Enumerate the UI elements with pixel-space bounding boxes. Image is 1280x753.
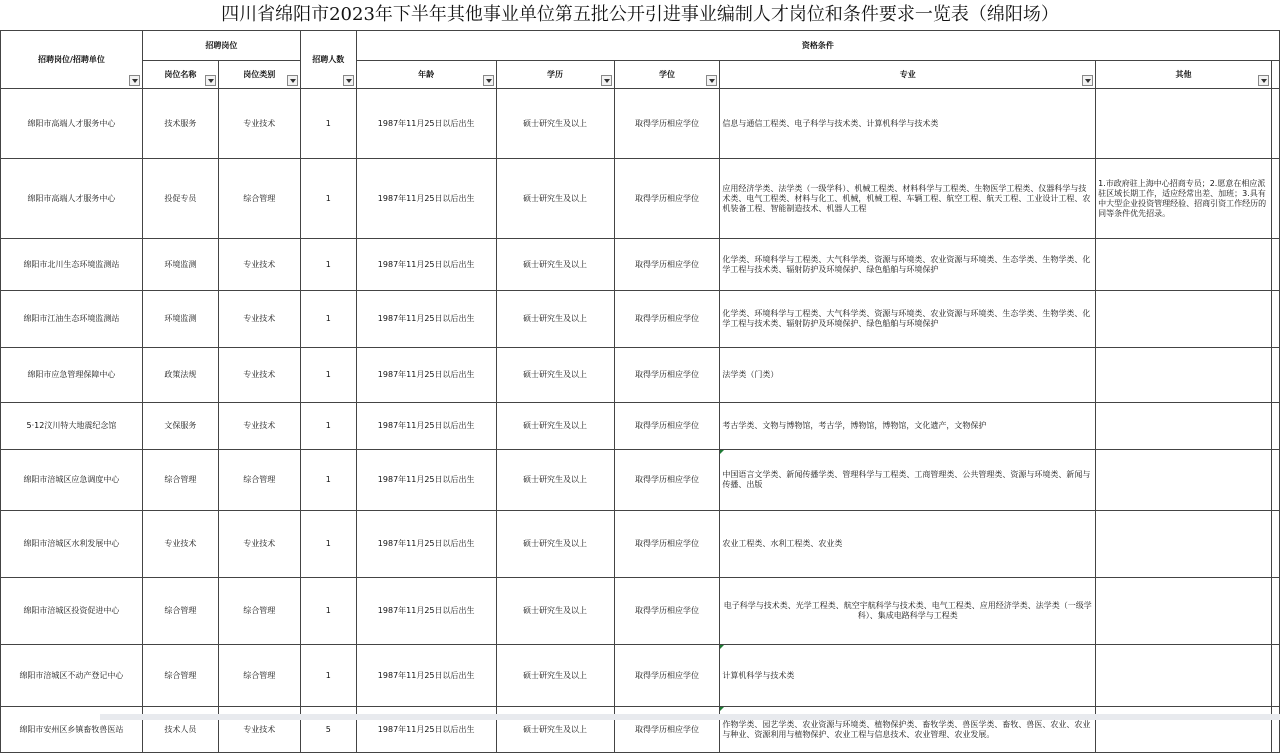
cell-post-name[interactable]: 综合管理 bbox=[142, 450, 218, 511]
cell-other[interactable]: 1.市政府驻上海中心招商专员；2.愿意在相应派驻区域长期工作，适应经常出差、加班；3.具有中大型企业投资管理经验、招商引资工作经历的同等条件优先招录。 bbox=[1096, 159, 1272, 239]
cell-overflow[interactable] bbox=[1271, 645, 1279, 707]
table-row bbox=[1, 89, 1280, 159]
cell-age[interactable]: 1987年11月25日以后出生 bbox=[356, 403, 496, 450]
cell-count[interactable]: 1 bbox=[300, 578, 356, 645]
header-post-name: 岗位名称 bbox=[142, 61, 218, 89]
cell-education[interactable]: 硕士研究生及以上 bbox=[496, 707, 614, 753]
cell-count[interactable]: 1 bbox=[300, 645, 356, 707]
cell-overflow[interactable] bbox=[1271, 348, 1279, 403]
cell-age[interactable]: 1987年11月25日以后出生 bbox=[356, 511, 496, 578]
header-degree: 学位 bbox=[614, 61, 720, 89]
cell-major[interactable]: 信息与通信工程类、电子科学与技术类、计算机科学与技术类 bbox=[720, 89, 1096, 159]
table-row bbox=[1, 578, 1280, 645]
cell-post-name[interactable]: 技术服务 bbox=[142, 89, 218, 159]
cell-post-name[interactable]: 环境监测 bbox=[142, 291, 218, 348]
cell-unit[interactable]: 绵阳市北川生态环境监测站 bbox=[1, 239, 143, 291]
cell-count[interactable]: 1 bbox=[300, 239, 356, 291]
cell-post-type[interactable]: 专业技术 bbox=[218, 89, 300, 159]
cell-count[interactable]: 1 bbox=[300, 348, 356, 403]
cell-degree[interactable]: 取得学历相应学位 bbox=[614, 450, 720, 511]
cell-overflow[interactable] bbox=[1271, 239, 1279, 291]
cell-degree[interactable]: 取得学历相应学位 bbox=[614, 89, 720, 159]
cell-degree[interactable]: 取得学历相应学位 bbox=[614, 645, 720, 707]
horizontal-scrollbar[interactable] bbox=[100, 714, 1280, 720]
cell-education[interactable]: 硕士研究生及以上 bbox=[496, 239, 614, 291]
cell-age[interactable]: 1987年11月25日以后出生 bbox=[356, 159, 496, 239]
header-count: 招聘人数 bbox=[300, 31, 356, 89]
header-other: 其他 bbox=[1096, 61, 1272, 89]
cell-post-name[interactable]: 文保服务 bbox=[142, 403, 218, 450]
cell-education[interactable]: 硕士研究生及以上 bbox=[496, 578, 614, 645]
filter-dropdown-icon[interactable] bbox=[601, 75, 612, 86]
sheet-title: 四川省绵阳市2023年下半年其他事业单位第五批公开引进事业编制人才岗位和条件要求一览表（绵阳场） bbox=[221, 4, 1059, 25]
cell-unit[interactable]: 绵阳市安州区乡镇畜牧兽医站 bbox=[1, 707, 143, 753]
cell-overflow[interactable] bbox=[1271, 578, 1279, 645]
cell-degree[interactable]: 取得学历相应学位 bbox=[614, 239, 720, 291]
cell-post-type[interactable]: 专业技术 bbox=[218, 403, 300, 450]
cell-unit[interactable]: 绵阳市高端人才服务中心 bbox=[1, 159, 143, 239]
cell-unit[interactable]: 绵阳市应急管理保障中心 bbox=[1, 348, 143, 403]
filter-dropdown-icon[interactable] bbox=[129, 75, 140, 86]
comment-marker-icon bbox=[720, 450, 724, 454]
cell-count[interactable]: 5 bbox=[300, 707, 356, 753]
cell-count[interactable]: 1 bbox=[300, 511, 356, 578]
cell-post-name[interactable]: 综合管理 bbox=[142, 578, 218, 645]
cell-major[interactable]: 中国语言文学类、新闻传播学类、管理科学与工程类、工商管理类、公共管理类、资源与环境类、新闻与传播、出版 bbox=[720, 450, 1096, 511]
table-row bbox=[1, 348, 1280, 403]
cell-post-name[interactable]: 综合管理 bbox=[142, 645, 218, 707]
cell-degree[interactable]: 取得学历相应学位 bbox=[614, 159, 720, 239]
cell-education[interactable]: 硕士研究生及以上 bbox=[496, 450, 614, 511]
cell-education[interactable]: 硕士研究生及以上 bbox=[496, 511, 614, 578]
cell-other[interactable] bbox=[1096, 403, 1272, 450]
filter-dropdown-icon[interactable] bbox=[287, 75, 298, 86]
cell-major[interactable]: 应用经济学类、法学类（一级学科）、机械工程类、材料科学与工程类、生物医学工程类、仪器科学与技术类、电气工程类、材料与化工、机械，机械工程、车辆工程、航空工程、航天工程、工业设计工程、农机装备工程、智能制造技术、机器人工程 bbox=[720, 159, 1096, 239]
comment-marker-icon bbox=[720, 645, 724, 649]
cell-other[interactable] bbox=[1096, 239, 1272, 291]
cell-age[interactable]: 1987年11月25日以后出生 bbox=[356, 239, 496, 291]
cell-education[interactable]: 硕士研究生及以上 bbox=[496, 403, 614, 450]
cell-post-name[interactable]: 投促专员 bbox=[142, 159, 218, 239]
cell-overflow[interactable] bbox=[1271, 291, 1279, 348]
table-row bbox=[1, 159, 1280, 239]
cell-education[interactable]: 硕士研究生及以上 bbox=[496, 645, 614, 707]
cell-unit[interactable]: 绵阳市涪城区不动产登记中心 bbox=[1, 645, 143, 707]
table-row bbox=[1, 291, 1280, 348]
cell-count[interactable]: 1 bbox=[300, 403, 356, 450]
cell-post-type[interactable]: 专业技术 bbox=[218, 707, 300, 753]
cell-degree[interactable]: 取得学历相应学位 bbox=[614, 578, 720, 645]
cell-post-type[interactable]: 专业技术 bbox=[218, 348, 300, 403]
cell-post-type[interactable]: 综合管理 bbox=[218, 645, 300, 707]
cell-other[interactable] bbox=[1096, 511, 1272, 578]
cell-other[interactable] bbox=[1096, 578, 1272, 645]
header-unit: 招聘岗位/招聘单位 bbox=[1, 31, 143, 89]
cell-age[interactable]: 1987年11月25日以后出生 bbox=[356, 707, 496, 753]
cell-overflow[interactable] bbox=[1271, 450, 1279, 511]
cell-unit[interactable]: 绵阳市涪城区投资促进中心 bbox=[1, 578, 143, 645]
cell-degree[interactable]: 取得学历相应学位 bbox=[614, 707, 720, 753]
cell-age[interactable]: 1987年11月25日以后出生 bbox=[356, 578, 496, 645]
cell-unit[interactable]: 绵阳市涪城区水利发展中心 bbox=[1, 511, 143, 578]
cell-education[interactable]: 硕士研究生及以上 bbox=[496, 348, 614, 403]
table-row bbox=[1, 511, 1280, 578]
cell-count[interactable]: 1 bbox=[300, 291, 356, 348]
cell-education[interactable]: 硕士研究生及以上 bbox=[496, 89, 614, 159]
cell-age[interactable]: 1987年11月25日以后出生 bbox=[356, 348, 496, 403]
cell-unit[interactable]: 绵阳市高端人才服务中心 bbox=[1, 89, 143, 159]
cell-post-type[interactable]: 综合管理 bbox=[218, 450, 300, 511]
cell-degree[interactable]: 取得学历相应学位 bbox=[614, 511, 720, 578]
filter-dropdown-icon[interactable] bbox=[1082, 75, 1093, 86]
cell-post-type[interactable]: 综合管理 bbox=[218, 159, 300, 239]
cell-education[interactable]: 硕士研究生及以上 bbox=[496, 291, 614, 348]
cell-major[interactable]: 计算机科学与技术类 bbox=[720, 645, 1096, 707]
cell-post-type[interactable]: 专业技术 bbox=[218, 291, 300, 348]
cell-post-name[interactable]: 政策法规 bbox=[142, 348, 218, 403]
cell-overflow[interactable] bbox=[1271, 159, 1279, 239]
cell-major[interactable]: 考古学类、文物与博物馆，考古学，博物馆，博物馆，文化遗产，文物保护 bbox=[720, 403, 1096, 450]
cell-post-type[interactable]: 专业技术 bbox=[218, 239, 300, 291]
comment-marker-icon bbox=[720, 707, 724, 711]
table-row bbox=[1, 403, 1280, 450]
filter-dropdown-icon[interactable] bbox=[205, 75, 216, 86]
filter-dropdown-icon[interactable] bbox=[1258, 75, 1269, 86]
cell-major[interactable]: 作物学类、园艺学类、农业资源与环境类、植物保护类、畜牧学类、兽医学类、畜牧、兽医、农业、农业与种业、资源利用与植物保护、农业工程与信息技术、农业管理、农业发展。 bbox=[720, 707, 1096, 753]
cell-overflow[interactable] bbox=[1271, 89, 1279, 159]
header-overflow-column bbox=[1271, 61, 1279, 89]
table-row bbox=[1, 239, 1280, 291]
cell-major[interactable]: 农业工程类、水利工程类、农业类 bbox=[720, 511, 1096, 578]
cell-degree[interactable]: 取得学历相应学位 bbox=[614, 403, 720, 450]
header-education: 学历 bbox=[496, 61, 614, 89]
header-age: 年龄 bbox=[356, 61, 496, 89]
cell-major[interactable]: 化学类、环境科学与工程类、大气科学类、资源与环境类、农业资源与环境类、生态学类、生物学类、化学工程与技术类、辐射防护及环境保护、绿色船舶与环境保护 bbox=[720, 239, 1096, 291]
cell-unit[interactable]: 5·12汶川特大地震纪念馆 bbox=[1, 403, 143, 450]
header-post-type: 岗位类别 bbox=[218, 61, 300, 89]
cell-overflow[interactable] bbox=[1271, 511, 1279, 578]
cell-unit[interactable]: 绵阳市涪城区应急调度中心 bbox=[1, 450, 143, 511]
cell-other[interactable] bbox=[1096, 450, 1272, 511]
cell-count[interactable]: 1 bbox=[300, 89, 356, 159]
header-post-group: 招聘岗位 bbox=[142, 31, 300, 61]
cell-age[interactable]: 1987年11月25日以后出生 bbox=[356, 89, 496, 159]
cell-post-type[interactable]: 综合管理 bbox=[218, 578, 300, 645]
filter-dropdown-icon[interactable] bbox=[706, 75, 717, 86]
cell-degree[interactable]: 取得学历相应学位 bbox=[614, 348, 720, 403]
filter-dropdown-icon[interactable] bbox=[343, 75, 354, 86]
cell-count[interactable]: 1 bbox=[300, 159, 356, 239]
cell-degree[interactable]: 取得学历相应学位 bbox=[614, 291, 720, 348]
cell-other[interactable] bbox=[1096, 645, 1272, 707]
cell-age[interactable]: 1987年11月25日以后出生 bbox=[356, 450, 496, 511]
cell-post-name[interactable]: 专业技术 bbox=[142, 511, 218, 578]
spreadsheet-table bbox=[0, 30, 1280, 753]
cell-major[interactable]: 化学类、环境科学与工程类、大气科学类、资源与环境类、农业资源与环境类、生态学类、生物学类、化学工程与技术类、辐射防护及环境保护、绿色船舶与环境保护 bbox=[720, 291, 1096, 348]
cell-other[interactable] bbox=[1096, 291, 1272, 348]
cell-education[interactable]: 硕士研究生及以上 bbox=[496, 159, 614, 239]
table-row bbox=[1, 450, 1280, 511]
cell-age[interactable]: 1987年11月25日以后出生 bbox=[356, 645, 496, 707]
cell-post-name[interactable]: 环境监测 bbox=[142, 239, 218, 291]
header-qualification-group: 资格条件 bbox=[356, 31, 1279, 61]
cell-other[interactable] bbox=[1096, 348, 1272, 403]
cell-major[interactable]: 电子科学与技术类、光学工程类、航空宇航科学与技术类、电气工程类、应用经济学类、法学类（一级学科）、集成电路科学与工程类 bbox=[720, 578, 1096, 645]
header-major: 专业 bbox=[720, 61, 1096, 89]
cell-post-type[interactable]: 专业技术 bbox=[218, 511, 300, 578]
filter-dropdown-icon[interactable] bbox=[483, 75, 494, 86]
cell-post-name[interactable]: 技术人员 bbox=[142, 707, 218, 753]
cell-unit[interactable]: 绵阳市江油生态环境监测站 bbox=[1, 291, 143, 348]
cell-overflow[interactable] bbox=[1271, 403, 1279, 450]
cell-major[interactable]: 法学类（门类） bbox=[720, 348, 1096, 403]
cell-age[interactable]: 1987年11月25日以后出生 bbox=[356, 291, 496, 348]
table-row bbox=[1, 645, 1280, 707]
cell-other[interactable] bbox=[1096, 89, 1272, 159]
cell-count[interactable]: 1 bbox=[300, 450, 356, 511]
